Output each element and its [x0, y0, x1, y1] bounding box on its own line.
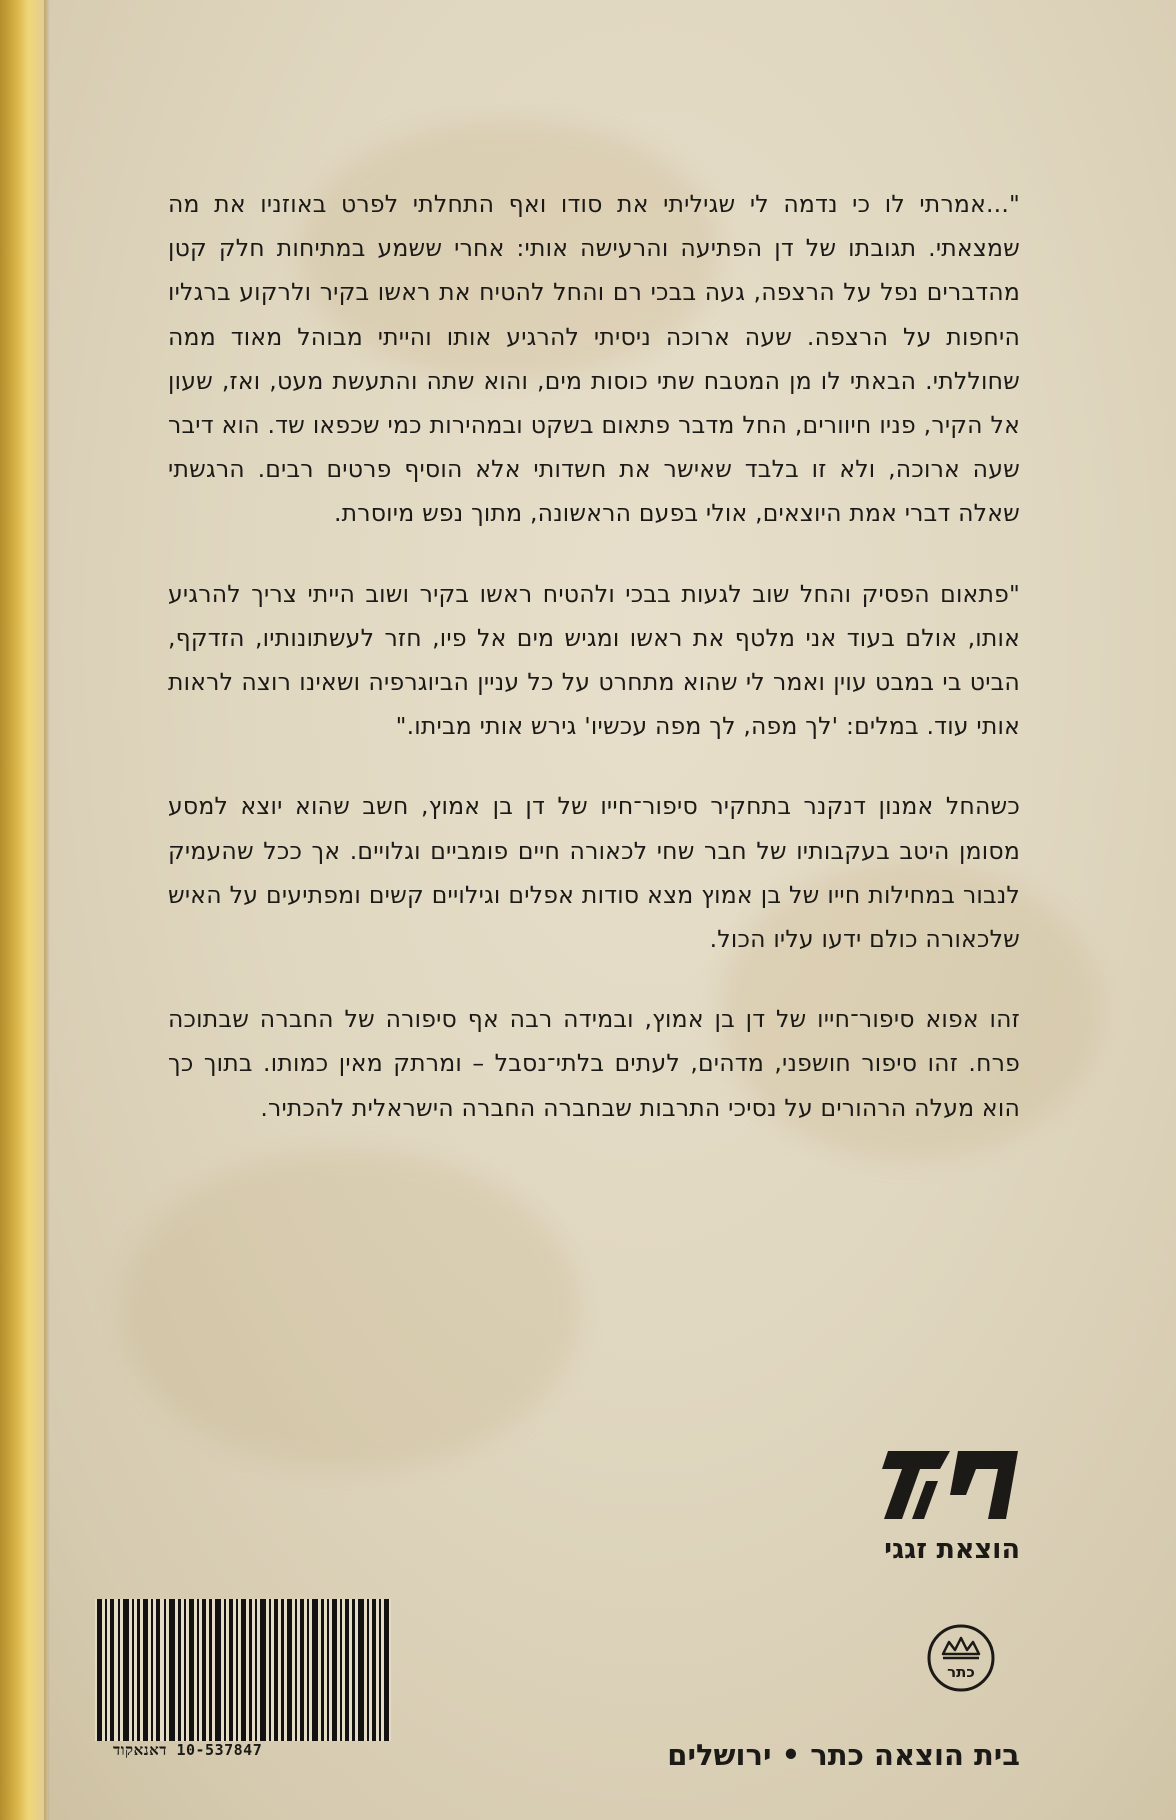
barcode-number: 10-537847 דאנאקוד [113, 1741, 263, 1759]
blurb-paragraph: "...אמרתי לו כי נדמה לי שגיליתי את סודו ואף התחלתי לפרט באוזניו את מה שמצאתי. תגובתו של דן הפתיעה והרעישה אותי: אחרי ששמע במתיחות חלק קטן מהדברים נפל על הרצפה, געה בבכי רם והחל להטיח את ראשו בקיר ולרקוע ברגליו היחפות על הרצפה. שעה ארוכה ניסיתי להרגיע אותו והייתי מבוהל מאוד ממה שחוללתי. הבאתי לו מן המטבח שתי כוסות מים, והוא שתה והתעשת מעט, ואז, שעון אל הקיר, פניו חיוורים, החל מדבר פתאום בשקט ובמהירות כמי שכפאו שד. הוא דיבר שעה ארוכה, ולא זו בלבד שאישר את חשדותי אלא הוסיף פרטים רבים. הרגשתי שאלה דברי אמת היוצאים, אולי בפעם הראשונה, מתוך נפש מיוסרת. [168, 190, 1020, 528]
blurb-paragraph: כשהחל אמנון דנקנר בתחקיר סיפור־חייו של דן בן אמוץ, חשב שהוא יוצא למסע מסומן היטב בעקבותיו של חבר שחי לכאורה חיים פומביים וגלויים. אך ככל שהעמיק לנבור במחילות חייו של בן אמוץ מצא סודות אפלים וגילויים קשים ומפתיעים על האיש שלכאורה כולם ידעו עליו הכול. [168, 792, 1020, 954]
paper-stain [120, 1150, 580, 1470]
emblem-text: כתר [947, 1663, 975, 1681]
crown-emblem-icon [927, 1624, 995, 1692]
blurb-text [168, 182, 1020, 1166]
series-logo [880, 1445, 1020, 1525]
series-name: הוצאת זגגי [884, 1534, 1020, 1565]
spine-shadow [44, 0, 50, 1820]
book-spine [0, 0, 48, 1820]
blurb-paragraph: "פתאום הפסיק והחל שוב לגעות בבכי ולהטיח ראשו בקיר ושוב הייתי צריך להרגיע אותו, אולם בעוד אני מלטף את ראשו ומגיש מים אל פיו, חזר לעשתונותיו, הזדקף, הביט בי במבט עוין ואמר לי שהוא מתחרט על כל עניין הביוגרפיה ושאינו רוצה לראות אותי עוד. במלים: 'לך מפה, לך מפה עכשיו' גירש אותי מביתו." [168, 579, 1020, 741]
blurb-paragraph: זהו אפוא סיפור־חייו של דן בן אמוץ, ובמידה רבה אף סיפורה של החברה שבתוכה פרח. זהו סיפור חושפני, מדהים, לעתים בלתי־נסבל – ומרתק מאין כמותו. בתוך כך הוא מעלה הרהורים על נסיכי התרבות שבחברה החברה הישראלית להכתיר. [168, 1005, 1020, 1122]
barcode [95, 1599, 391, 1741]
publisher-footer: בית הוצאה כתר • ירושלים [667, 1738, 1020, 1772]
